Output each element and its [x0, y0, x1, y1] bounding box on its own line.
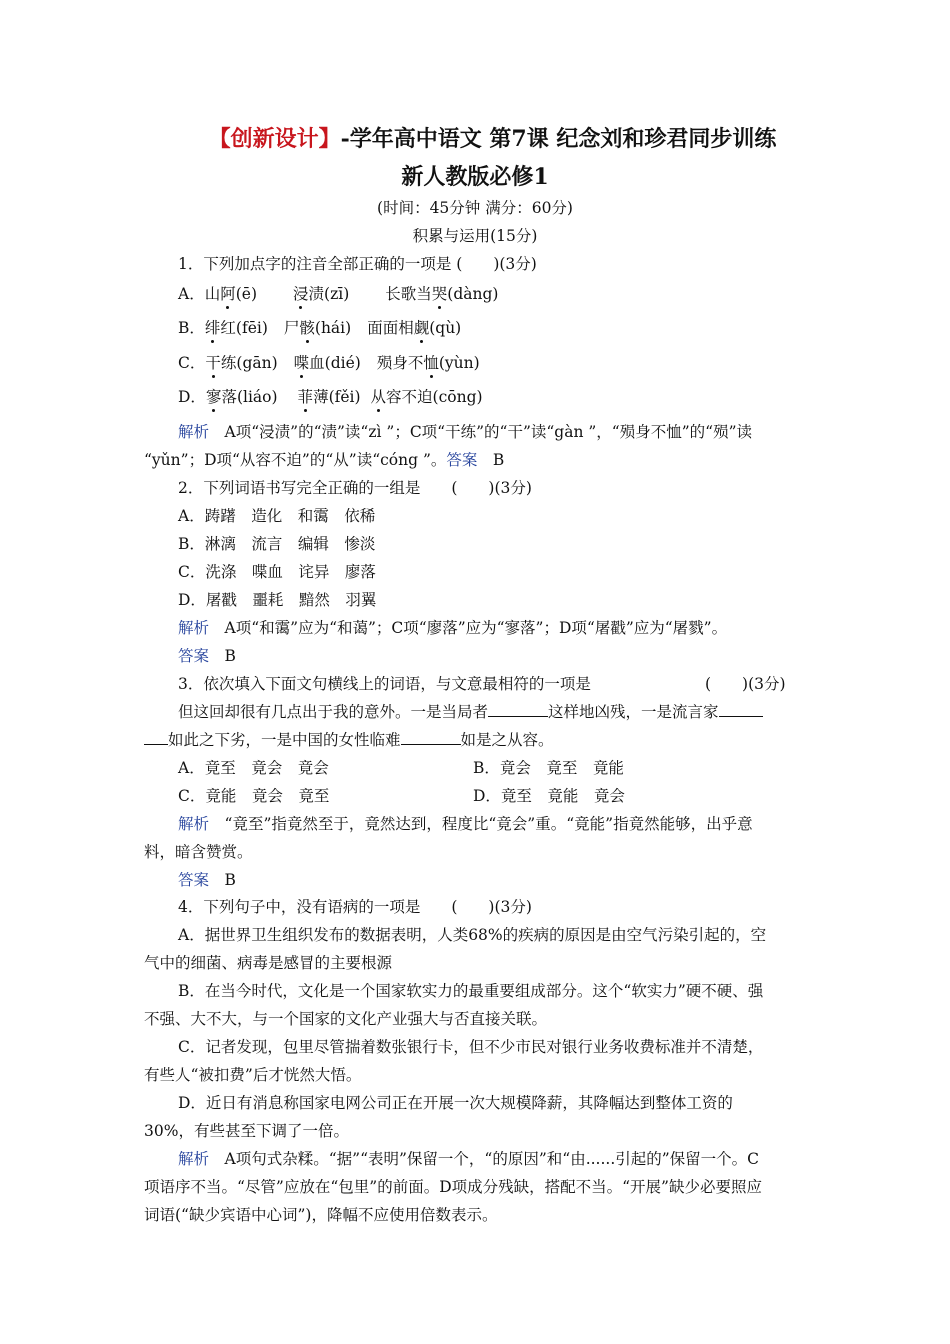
- q4-analysis-cont-2: 词语(“缺少宾语中心词”)，降幅不应使用倍数表示。: [144, 1206, 498, 1224]
- q4-option-d-cont: 30%，有些甚至下调了一倍。: [144, 1122, 349, 1140]
- q4-option-c-cont: 有些人“被扣费”后才恍然大悟。: [144, 1066, 362, 1084]
- q3-option-a: A．竟至 竟会 竟会: [178, 759, 329, 777]
- q4-option-b: B．在当今时代，文化是一个国家软实力的最重要组成部分。这个“软实力”硬不硬、强: [178, 982, 764, 1000]
- fill-blank-3: [401, 730, 461, 745]
- q3-answer: 答案 B: [178, 871, 236, 889]
- analysis-label: 解析: [178, 1150, 210, 1168]
- q2-option-a: A．踌躇 造化 和霭 依稀: [178, 507, 376, 525]
- q3-passage-line1: 但这回却很有几点出于我的意外。一是当局者 这样地凶残，一是流言家: [178, 701, 763, 723]
- q2-option-b: B．淋漓 流言 编辑 惨淡: [178, 535, 376, 553]
- q2-answer: 答案 B: [178, 647, 236, 665]
- time-score-info: (时间：45分钟 满分：60分): [377, 199, 573, 217]
- q4-analysis: 解析 A项句式杂糅。“据”“表明”保留一个，“的原因”和“由......引起的”保留一个。C: [178, 1150, 760, 1168]
- q4-option-b-cont: 不强、大不大，与一个国家的文化产业强大与否直接关联。: [144, 1010, 548, 1028]
- q1-option-c: C．干练(gān) 喋血(dié) 殒身不恤(yùn): [178, 354, 480, 372]
- fill-blank-2-cont: [144, 730, 168, 745]
- answer-label: 答案: [446, 451, 478, 469]
- q3-analysis-cont: 料，暗含赞赏。: [144, 843, 253, 861]
- fill-blank-1: [488, 702, 548, 717]
- q3-analysis: 解析 “竟至”指竟然至于，竟然达到，程度比“竟会”重。“竟能”指竟然能够，出乎意: [178, 815, 753, 833]
- document-subtitle: 新人教版必修1: [401, 164, 549, 190]
- q3-stem-tail: ( )(3分): [705, 675, 786, 693]
- q2-stem: 2．下列词语书写完全正确的一组是 ( )(3分): [178, 479, 532, 497]
- document-title: [0, 122, 950, 153]
- title-line1: -学年高中语文 第7课 纪念刘和珍君同步训练: [340, 126, 777, 152]
- q3-stem: 3．依次填入下面文句横线上的词语，与文意最相符的一项是: [178, 675, 591, 693]
- fill-blank-2: [719, 702, 763, 717]
- q2-analysis: 解析 A项“和霭”应为“和蔼”；C项“廖落”应为“寥落”；D项“屠戳”应为“屠戮”。: [178, 619, 728, 637]
- q1-option-d: D．寥落(liáo) 菲薄(fěi) 从容不迫(cōng): [178, 388, 483, 406]
- q1-stem: 1．下列加点字的注音全部正确的一项是 ( )(3分): [178, 255, 537, 273]
- answer-label: 答案: [178, 871, 210, 889]
- q4-option-d: D．近日有消息称国家电网公司正在开展一次大规模降薪，其降幅达到整体工资的: [178, 1094, 733, 1112]
- q4-analysis-cont-1: 项语序不当。“尽管”应放在“包里”的前面。D项成分残缺，搭配不当。“开展”缺少必要照应: [144, 1178, 762, 1196]
- q1-analysis: 解析 A项“浸渍”的“渍”读“zì ”；C项“干练”的“干”读“gàn ”，“殒身不恤”的“殒”读: [178, 423, 752, 441]
- q1-option-b: B．绯红(fēi) 尸骸(hái) 面面相觑(qù): [178, 319, 462, 337]
- q1-option-a: A．山阿(ē) 浸渍(zī) 长歌当哭(dàng): [178, 285, 499, 303]
- answer-label: 答案: [178, 647, 210, 665]
- q4-option-a-cont: 气中的细菌、病毒是感冒的主要根源: [144, 954, 393, 972]
- section-heading: 积累与运用(15分): [412, 227, 538, 245]
- q4-option-c: C．记者发现，包里尽管揣着数张银行卡，但不少市民对银行业务收费标准并不清楚，: [178, 1038, 764, 1056]
- q4-stem: 4．下列句子中，没有语病的一项是 ( )(3分): [178, 898, 532, 916]
- analysis-label: 解析: [178, 815, 210, 833]
- q3-option-c: C．竟能 竟会 竟至: [178, 787, 330, 805]
- q2-option-c: C．洗涤 喋血 诧异 廖落: [178, 563, 376, 581]
- q3-option-b: B．竟会 竟至 竟能: [473, 759, 624, 777]
- q4-option-a: A．据世界卫生组织发布的数据表明，人类68%的疾病的原因是由空气污染引起的，空: [178, 926, 767, 944]
- title-bracket: 【创新设计】: [208, 126, 341, 152]
- analysis-label: 解析: [178, 423, 210, 441]
- q1-analysis-cont: “yǔn”；D项“从容不迫”的“从”读“cóng ”。答案 B: [144, 451, 505, 469]
- analysis-label: 解析: [178, 619, 210, 637]
- q3-passage-line2: 如此之下劣，一是中国的女性临难 如是之从容。: [144, 729, 554, 751]
- q2-option-d: D．屠戳 噩耗 黯然 羽翼: [178, 591, 377, 609]
- q3-option-d: D．竟至 竟能 竟会: [473, 787, 625, 805]
